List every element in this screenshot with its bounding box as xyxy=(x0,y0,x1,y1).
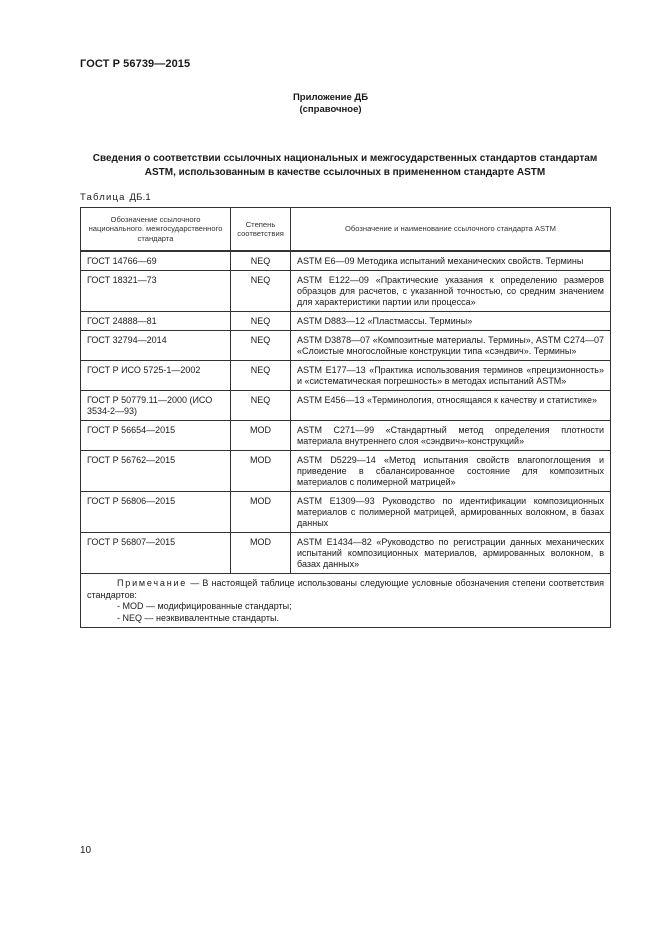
table-row xyxy=(81,361,611,391)
cell-degree: NEQ xyxy=(231,271,291,312)
cell-astm: ASTM E177—13 «Практика использования терминов «прецизионность» и «систематическая погрешность» в методах испытаний ASTM» xyxy=(291,361,611,391)
header-astm-standard: Обозначение и наименование ссылочного стандарта ASTM xyxy=(291,208,611,252)
cell-standard: ГОСТ Р 56762—2015 xyxy=(81,451,231,492)
note-item-neq: - NEQ — неэквивалентные стандарты. xyxy=(117,612,279,623)
header-degree: Степень соответствия xyxy=(231,208,291,252)
table-row xyxy=(81,251,611,271)
cell-astm: ASTM E1434—82 «Руководство по регистрации данных механических испытаний композиционных материалов, армированных волокном, в базах данных» xyxy=(291,533,611,574)
section-title: Сведения о соответствии ссылочных национальных и межгосударственных стандартов стандартам ASTM, использованным в качестве ссылочных в примененном стандарте ASTM xyxy=(92,153,598,178)
table-row xyxy=(81,312,611,331)
table-row xyxy=(81,331,611,361)
cell-astm: ASTM E456—13 «Терминология, относящаяся к качеству и статистике» xyxy=(291,391,611,421)
document-code-header: ГОСТ Р 56739—2015 xyxy=(80,58,191,70)
page-number: 10 xyxy=(80,845,92,856)
table-note-row xyxy=(81,574,611,628)
cell-astm: ASTM E6—09 Методика испытаний механических свойств. Термины xyxy=(291,251,611,271)
cell-degree: MOD xyxy=(231,451,291,492)
note-body: — В настоящей таблице использованы следующие условные обозначения степени соответствия стандартов: xyxy=(87,578,604,600)
table-row xyxy=(81,421,611,451)
cell-degree: MOD xyxy=(231,492,291,533)
cell-degree: NEQ xyxy=(231,361,291,391)
cell-standard: ГОСТ Р ИСО 5725-1—2002 xyxy=(81,361,231,391)
cell-astm: ASTM C271—99 «Стандартный метод определения плотности материала внутреннего слоя «сэндвич»-конструкций» xyxy=(291,421,611,451)
table-header-row xyxy=(81,208,611,252)
cell-astm: ASTM D883—12 «Пластмассы. Термины» xyxy=(291,312,611,331)
cell-degree: NEQ xyxy=(231,251,291,271)
table-caption xyxy=(80,192,151,203)
appendix-heading xyxy=(0,92,661,116)
cell-standard: ГОСТ 32794—2014 xyxy=(81,331,231,361)
cell-standard: ГОСТ Р 56806—2015 xyxy=(81,492,231,533)
table-note xyxy=(81,574,611,628)
table-caption-label: Таблица xyxy=(80,192,126,203)
table-row xyxy=(81,533,611,574)
cell-standard: ГОСТ Р 56654—2015 xyxy=(81,421,231,451)
cell-degree: NEQ xyxy=(231,312,291,331)
cell-standard: ГОСТ 14766—69 xyxy=(81,251,231,271)
cell-degree: NEQ xyxy=(231,391,291,421)
table-row xyxy=(81,271,611,312)
cell-standard: ГОСТ 18321—73 xyxy=(81,271,231,312)
note-item-mod: - MOD — модифицированные стандарты; xyxy=(117,601,292,611)
cell-standard: ГОСТ 24888—81 xyxy=(81,312,231,331)
cell-degree: MOD xyxy=(231,421,291,451)
correspondence-table xyxy=(80,207,611,628)
cell-degree: MOD xyxy=(231,533,291,574)
table-row xyxy=(81,451,611,492)
note-label: Примечание xyxy=(117,578,188,588)
cell-astm: ASTM D5229—14 «Метод испытания свойств влагопоглощения и приведение в сбалансированное состояние для композитных материалов с полимерной матрицей» xyxy=(291,451,611,492)
appendix-title: Приложение ДБ xyxy=(292,92,369,103)
table-caption-number: ДБ.1 xyxy=(129,192,151,203)
appendix-subtitle: (справочное) xyxy=(299,104,362,115)
cell-standard: ГОСТ Р 50779.11—2000 (ИСО 3534-2—93) xyxy=(81,391,231,421)
cell-astm: ASTM E122—09 «Практические указания к определению размеров образцов для расчетов, с указанной точностью, со средним значением для характеристики партии или процесса» xyxy=(291,271,611,312)
cell-astm: ASTM E1309—93 Руководство по идентификации композиционных материалов с полимерной матрицей, армированных волокном, в базах данных xyxy=(291,492,611,533)
header-national-standard: Обозначение ссылочного национального. межгосударственного стандарта xyxy=(81,208,231,252)
table-row xyxy=(81,391,611,421)
note-text xyxy=(87,578,604,601)
cell-degree: NEQ xyxy=(231,331,291,361)
table-row xyxy=(81,492,611,533)
cell-astm: ASTM D3878—07 «Композитные материалы. Термины», ASTM C274—07 «Слоистые многослойные конструкции типа «сэндвич». Термины» xyxy=(291,331,611,361)
cell-standard: ГОСТ Р 56807—2015 xyxy=(81,533,231,574)
